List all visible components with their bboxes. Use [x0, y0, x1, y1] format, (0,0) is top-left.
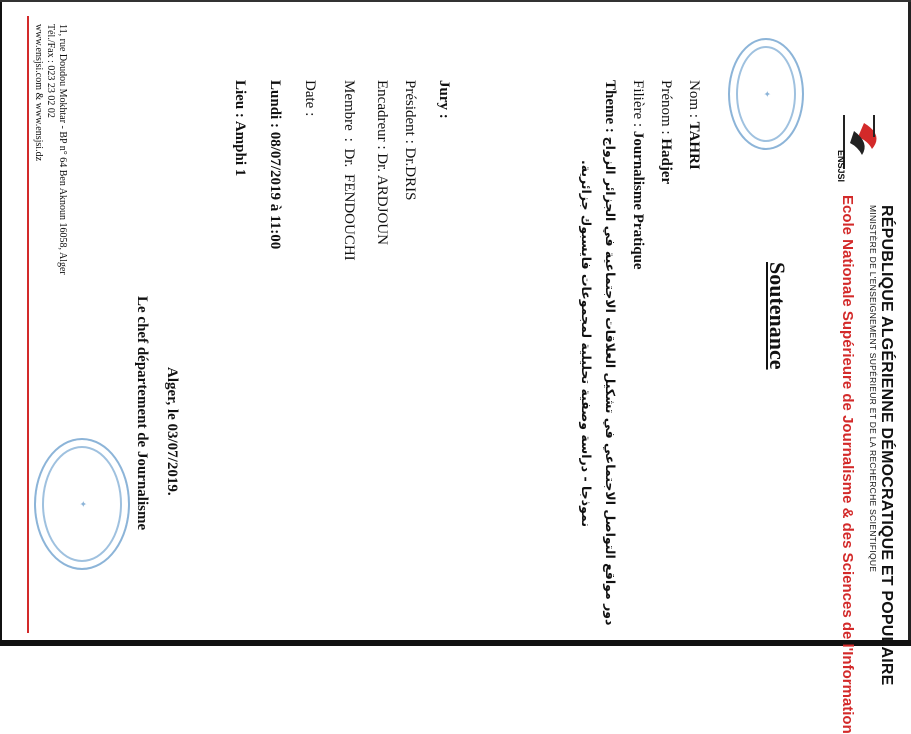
filiere-value: Journalisme Pratique	[630, 130, 646, 270]
bottom-stamp-mark: ✦	[77, 500, 87, 508]
prenom-row	[657, 80, 674, 184]
signatory-title: Le chef département de Journalisme	[134, 296, 150, 531]
ministry-heading: MINISTÈRE DE L'ENSEIGNEMENT SUPÉRIEUR ET DE LA RECHERCHE SCIENTIFIQUE	[868, 205, 878, 573]
top-border	[0, 0, 911, 2]
theme-line-2: نموذجا - دراسة وصفية تحليلية لمجموعات فايسبوك جزائرية.	[579, 160, 594, 528]
footer-web: www.ensjsi.com & www.ensjsi.dz	[33, 24, 44, 162]
filiere-row	[629, 80, 646, 270]
footer-red-rule	[27, 16, 29, 633]
theme-row	[601, 80, 618, 625]
republic-heading: RÉPUBLIQUE ALGÉRIENNE DÉMOCRATIQUE ET POPULAIRE	[878, 205, 895, 686]
logo-text: ENSJSI	[836, 150, 846, 183]
jury-president: Président : Dr.DRIS	[402, 80, 418, 201]
jury-membre: Membre : Dr. FENDOUCHI	[341, 80, 357, 261]
filiere-label: Filière :	[630, 80, 646, 131]
top-stamp-mark: ✦	[761, 90, 771, 98]
footer-phone: Tél./Fax : 023 23 02 02	[45, 24, 56, 118]
bottom-border	[0, 640, 911, 646]
place-date: Alger, le 03/07/2019.	[164, 367, 180, 496]
lieu-location: Lieu : Amphi 1	[232, 80, 248, 177]
nom-row	[685, 80, 702, 170]
jury-encadreur: Encadreur : Dr. ARDJOUN	[374, 80, 390, 245]
prenom-label: Prénom :	[658, 80, 674, 139]
footer-address: 11, rue Doudou Mokhtar - BP n° 64 Ben Aknoun 16058, Alger	[57, 24, 68, 275]
theme-label: Theme :	[602, 80, 618, 137]
theme-line-1: دور مواقع التواصل الاجتماعي في تشكيل العلاقات الاجتماعية في الجزائر الزواج	[603, 136, 618, 626]
prenom-value: Hadjer	[658, 138, 674, 185]
top-stamp	[728, 38, 804, 150]
nom-label: Nom :	[686, 80, 702, 122]
bottom-stamp	[34, 438, 130, 570]
school-name: Ecole Nationale Supérieure de Journalisme & des Sciences de l'Information	[839, 195, 856, 734]
jury-heading: Jury :	[436, 80, 452, 119]
page-title: Soutenance	[765, 262, 790, 370]
school-logo	[842, 95, 892, 190]
date-label: Date :	[302, 80, 318, 117]
nom-value: TAHRI	[686, 121, 702, 170]
lundi-schedule: Lundi : 08/07/2019 à 11:00	[267, 80, 283, 250]
